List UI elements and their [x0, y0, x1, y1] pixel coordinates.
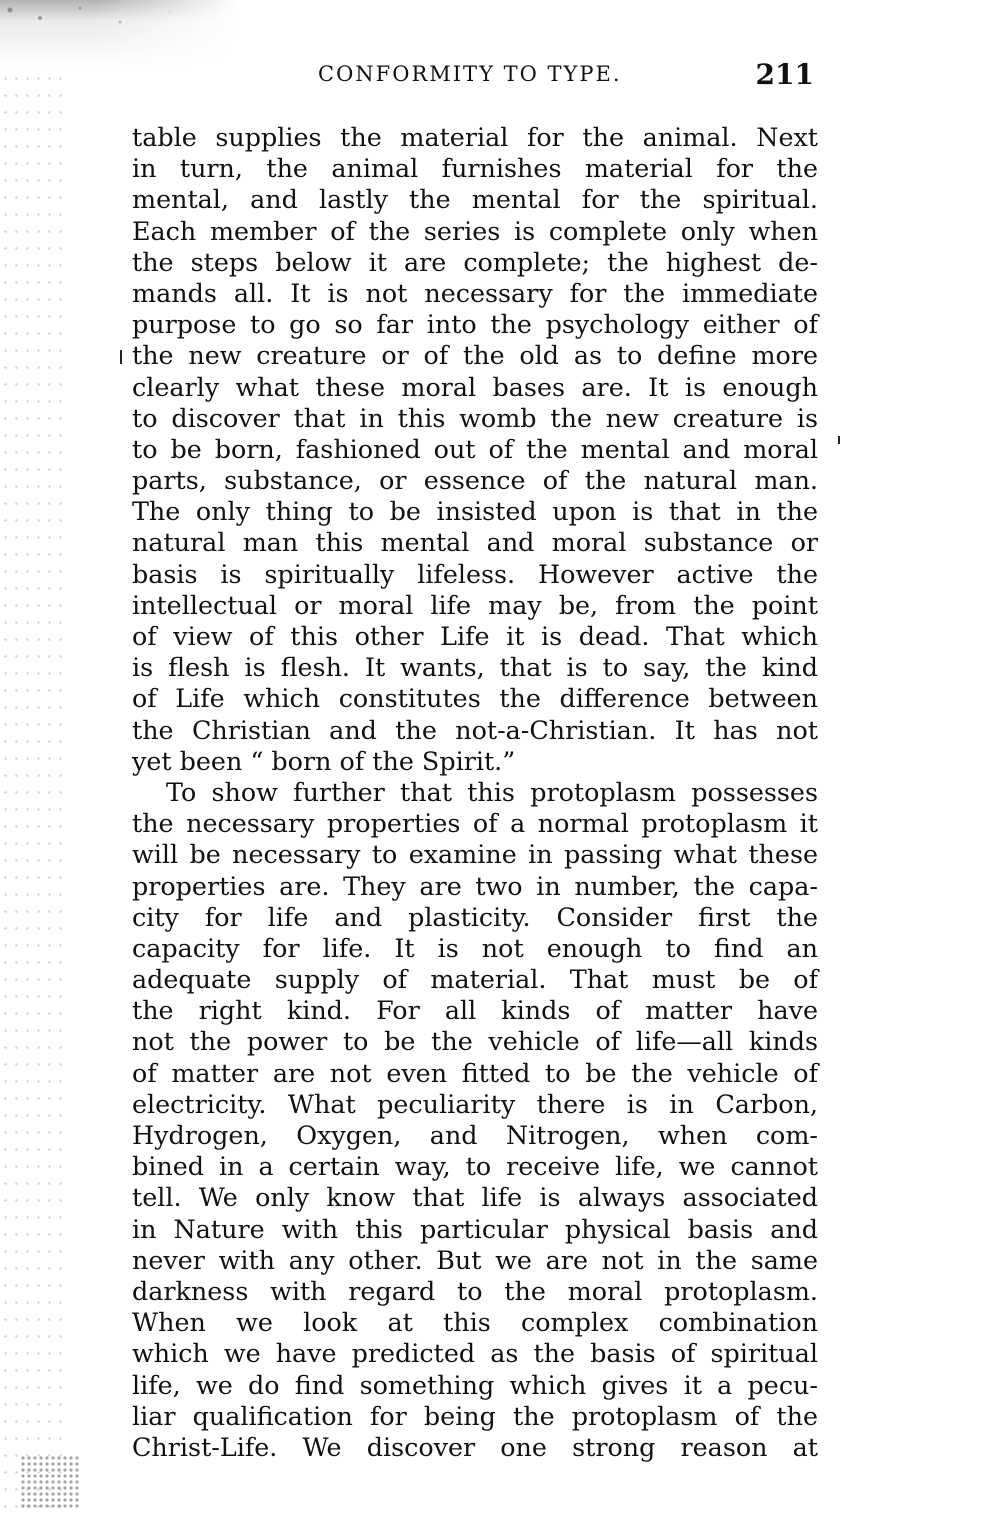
text-line: adequate supply of material. That must be of: [132, 964, 818, 995]
text-line: natural man this mental and moral substance or: [132, 527, 818, 558]
running-title: CONFORMITY TO TYPE.: [318, 62, 622, 86]
text-line: is flesh is flesh. It wants, that is to say, the kind: [132, 652, 818, 683]
text-line: Each member of the series is complete only when: [132, 215, 818, 246]
text-line: tell. We only know that life is always associated: [132, 1182, 818, 1213]
text-line: the steps below it are complete; the highest de-: [132, 246, 818, 277]
text-line: Christ-Life. We discover one strong reason at: [132, 1431, 818, 1462]
text-line: intellectual or moral life may be, from the point: [132, 589, 818, 620]
paragraph-start-line: To show further that this protoplasm possesses: [166, 776, 818, 807]
text-line: bined in a certain way, to receive life, we cannot: [132, 1151, 818, 1182]
text-line: in turn, the animal furnishes material for the: [132, 153, 818, 184]
text-line: clearly what these moral bases are. It is enough: [132, 371, 818, 402]
scan-speckle-left-margin: [0, 70, 70, 1516]
page-number: 211: [755, 58, 814, 91]
page-header: [132, 58, 822, 98]
text-line: purpose to go so far into the psychology either of: [132, 309, 818, 340]
text-line: table supplies the material for the animal. Next: [132, 122, 818, 152]
text-line: mental, and lastly the mental for the spiritual.: [132, 184, 818, 215]
text-line: the right kind. For all kinds of matter have: [132, 995, 818, 1026]
text-line: the necessary properties of a normal protoplasm it: [132, 808, 818, 839]
text-line: never with any other. But we are not in the same: [132, 1244, 818, 1275]
text-line: life, we do find something which gives it a pecu-: [132, 1369, 818, 1400]
scan-speckle-bottom: [20, 1455, 80, 1510]
body-text: [132, 122, 818, 1463]
text-line: the new creature or of the old as to define more: [132, 340, 818, 371]
text-line: not the power to be the vehicle of life—all kinds: [132, 1026, 818, 1057]
text-line: to be born, fashioned out of the mental and moral: [132, 433, 818, 464]
text-line: parts, substance, or essence of the natural man.: [132, 465, 818, 496]
text-line: liar qualification for being the protoplasm of the: [132, 1400, 818, 1431]
text-line: which we have predicted as the basis of spiritual: [132, 1338, 818, 1369]
text-line: capacity for life. It is not enough to find an: [132, 932, 818, 963]
text-line: in Nature with this particular physical basis and: [132, 1213, 818, 1244]
text-line: When we look at this complex combination: [132, 1307, 818, 1338]
text-line: of view of this other Life it is dead. That which: [132, 621, 818, 651]
text-line: The only thing to be insisted upon is that in the: [132, 496, 818, 527]
text-line: to discover that in this womb the new creature is: [132, 402, 818, 433]
text-line: properties are. They are two in number, the capa-: [132, 870, 818, 901]
text-line: of matter are not even fitted to be the vehicle of: [132, 1057, 818, 1088]
stray-mark: [838, 436, 840, 444]
text-line: darkness with regard to the moral protoplasm.: [132, 1275, 818, 1306]
text-line: Hydrogen, Oxygen, and Nitrogen, when com-: [132, 1120, 818, 1150]
text-line: mands all. It is not necessary for the immediate: [132, 277, 818, 308]
stray-mark: [120, 350, 122, 364]
text-line: electricity. What peculiarity there is in Carbon,: [132, 1088, 818, 1119]
text-line: will be necessary to examine in passing what these: [132, 839, 818, 870]
text-line: basis is spiritually lifeless. However active the: [132, 558, 818, 589]
text-line: the Christian and the not-a-Christian. It has not: [132, 714, 818, 745]
text-line: of Life which constitutes the difference between: [132, 683, 818, 714]
paragraph-end-line: yet been “ born of the Spirit.”: [132, 745, 516, 776]
text-line: city for life and plasticity. Consider first the: [132, 901, 818, 932]
